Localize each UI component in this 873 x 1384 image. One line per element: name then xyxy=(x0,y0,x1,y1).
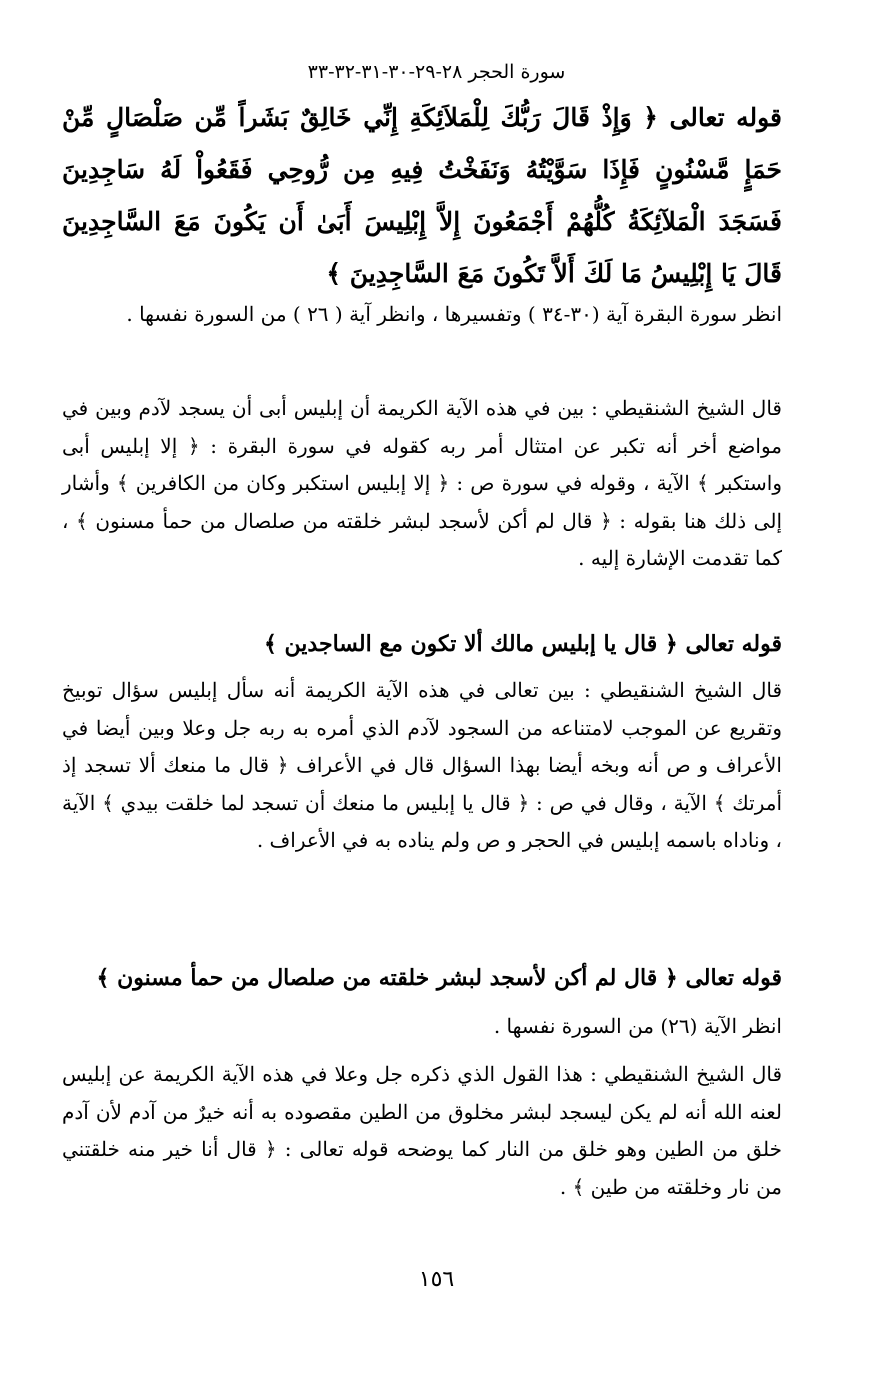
section2-heading xyxy=(62,624,782,664)
section3-commentary xyxy=(62,1056,782,1206)
section1-reference xyxy=(62,296,782,334)
section2-lead: قوله تعالى xyxy=(685,631,782,657)
section2-verse: ﴿ قال يا إبليس مالك ألا تكون مع الساجدين ﴾ xyxy=(264,631,678,657)
section1-ref-text: انظر سورة البقرة آية (٣٠-٣٤ ) وتفسيرها ، وانظر آية ( ٢٦ ) من السورة نفسها . xyxy=(126,302,782,326)
section1-commentary xyxy=(62,390,782,578)
section3-reference xyxy=(62,1008,782,1046)
section1-lead: قوله تعالى xyxy=(669,103,782,132)
section3-commentary-text: قال الشيخ الشنقيطي : هذا القول الذي ذكره جل وعلا في هذه الآية الكريمة عن إبليس لعنه الله أنه لم يكن ليسجد لبشر مخلوق من الطين مقصوده به أنه خيرٌ من آدم لأن آدم خلق من الطين وهو خلق من النار كما يوضحه قوله تعالى : ﴿ قال أنا خير منه خلقتني من نار وخلقته من طين ﴾ . xyxy=(62,1062,782,1199)
section1-verse-block xyxy=(62,92,782,300)
section1-verse: ﴿ وَإِذْ قَالَ رَبُّكَ لِلْمَلاَئِكَةِ إِنِّي خَالِقٌ بَشَراً مِّن صَلْصَالٍ مِّنْ حَمَإٍ مَّسْنُونٍ فَإِذَا سَوَّيْتُهُ وَنَفَخْتُ فِيهِ مِن رُّوحِي فَقَعُواْ لَهُ سَاجِدِينَ فَسَجَدَ الْمَلآئِكَةُ كُلُّهُمْ أَجْمَعُونَ إِلاَّ إِبْلِيسَ أَبَىٰ أَن يَكُونَ مَعَ السَّاجِدِينَ قَالَ يَا إِبْلِيسُ مَا لَكَ أَلاَّ تَكُونَ مَعَ السَّاجِدِينَ ﴾ xyxy=(62,103,782,288)
section3-lead: قوله تعالى xyxy=(685,965,782,991)
running-header: سورة الحجر ٢٨-٢٩-٣٠-٣١-٣٢-٣٣ xyxy=(307,61,566,83)
page-number: ١٥٦ xyxy=(418,1267,455,1292)
section3-heading xyxy=(62,958,782,998)
section3-ref-text: انظر الآية (٢٦) من السورة نفسها . xyxy=(493,1014,782,1038)
section2-commentary xyxy=(62,672,782,860)
section1-commentary-text: قال الشيخ الشنقيطي : بين في هذه الآية الكريمة أن إبليس أبى أن يسجد لآدم وبين في مواضع أخر أنه تكبر عن امتثال أمر ربه كقوله في سورة البقرة : ﴿ إلا إبليس أبى واستكبر ﴾ الآية ، وقوله في سورة ص : ﴿ إلا إبليس استكبر وكان من الكافرين ﴾ وأشار إلى ذلك هنا بقوله : ﴿ قال لم أكن لأسجد لبشر خلقته من صلصال من حمأ مسنون ﴾ ، كما تقدمت الإشارة إليه . xyxy=(62,396,782,571)
section2-commentary-text: قال الشيخ الشنقيطي : بين تعالى في هذه الآية الكريمة أنه سأل إبليس سؤال توبيخ وتقريع عن الموجب لامتناعه من السجود لآدم الذي أمره به ربه جل وعلا وبين أيضا في الأعراف و ص أنه وبخه أيضا بهذا السؤال قال في الأعراف ﴿ قال ما منعك ألا تسجد إذ أمرتك ﴾ الآية ، وقال في ص : ﴿ قال يا إبليس ما منعك أن تسجد لما خلقت بيدي ﴾ الآية ، وناداه باسمه إبليس في الحجر و ص ولم يناده به في الأعراف . xyxy=(62,678,782,853)
section3-verse: ﴿ قال لم أكن لأسجد لبشر خلقته من صلصال من حمأ مسنون ﴾ xyxy=(96,965,678,991)
